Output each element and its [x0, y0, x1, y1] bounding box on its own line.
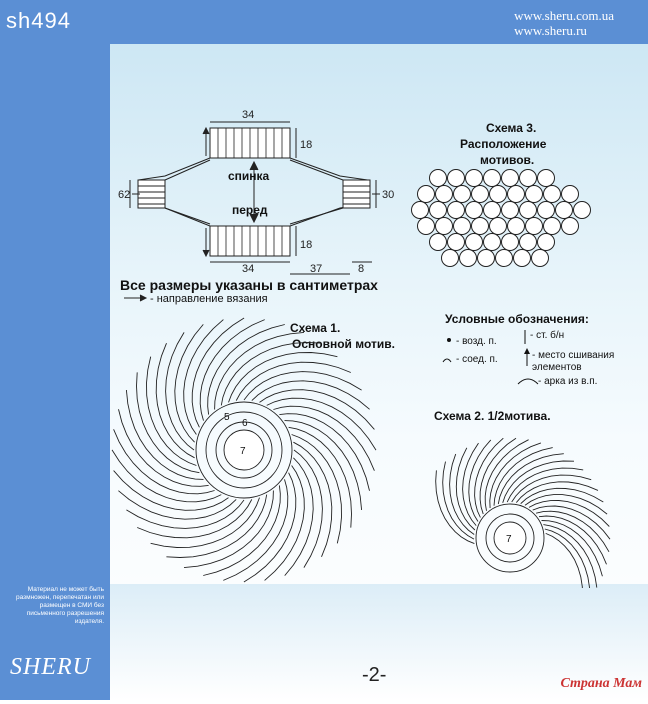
- motif-circle: [484, 202, 501, 219]
- scheme3-line2: Расположение: [460, 137, 547, 151]
- motif-circle: [502, 234, 519, 251]
- arch-symbol: [518, 379, 538, 384]
- stitch-line: [265, 466, 305, 581]
- stitch-line: [285, 458, 314, 576]
- footer-left: [0, 576, 110, 700]
- page-number: -2-: [362, 664, 387, 686]
- stitch-line: [166, 332, 194, 450]
- chain-symbol: [447, 338, 451, 342]
- motif-circle: [508, 218, 525, 235]
- stitch-line: [118, 491, 236, 520]
- scheme1-line2: Основной мотив.: [292, 337, 395, 351]
- motif-circle: [448, 170, 465, 187]
- stitch-line: [436, 470, 475, 543]
- stitch-line: [292, 435, 342, 544]
- copyright-notice: Материал не может быть размножен, перепечатан или размещен в СМИ без письменного разрешения издателя.: [15, 586, 104, 625]
- motif-circle: [436, 186, 453, 203]
- stitch-line: [456, 448, 475, 530]
- motif-circle: [538, 202, 555, 219]
- motif-circle: [448, 202, 465, 219]
- site-link-2[interactable]: www.sheru.ru: [514, 23, 587, 38]
- stitch-line: [469, 440, 491, 522]
- scheme2-center: 7: [506, 534, 512, 545]
- slip-symbol: [443, 359, 451, 362]
- motif-circle: [418, 218, 435, 235]
- stitch-line: [463, 443, 479, 525]
- stitch-line: [151, 498, 260, 548]
- motif-circle: [574, 202, 591, 219]
- stitch-line: [244, 372, 362, 400]
- scheme1-ring6: 6: [242, 418, 248, 429]
- stitch-line: [545, 529, 590, 588]
- motif-circle: [484, 234, 501, 251]
- legend-title: Условные обозначения:: [445, 312, 589, 326]
- scheme2-title: Схема 2. 1/2мотива.: [434, 409, 551, 423]
- stitch-line: [494, 448, 553, 506]
- motif-circle: [520, 170, 537, 187]
- motif-circle: [502, 202, 519, 219]
- motif-circle: [460, 250, 477, 267]
- dim-top-width: 34: [242, 109, 255, 121]
- watermark: Страна Мам: [560, 676, 642, 691]
- motif-circle: [430, 234, 447, 251]
- site-links: [514, 8, 614, 38]
- motif-circle: [454, 218, 471, 235]
- site-link-1[interactable]: www.sheru.com.ua: [514, 8, 614, 23]
- pattern-code: sh494: [6, 8, 71, 33]
- motif-circle: [544, 186, 561, 203]
- motif-circle: [484, 170, 501, 187]
- motif-circle: [448, 234, 465, 251]
- motif-circle: [508, 186, 525, 203]
- motif-circle: [520, 202, 537, 219]
- stitch-line: [126, 500, 244, 528]
- stitch-line: [229, 353, 338, 403]
- scheme2-motif: [436, 438, 610, 588]
- motif-circle: [520, 234, 537, 251]
- motif-circle: [430, 170, 447, 187]
- stitch-line: [543, 525, 596, 588]
- stitch-line: [498, 454, 564, 504]
- motif-circle: [490, 186, 507, 203]
- sizes-note: Все размеры указаны в сантиметрах: [120, 277, 378, 293]
- motif-circle: [490, 218, 507, 235]
- label-back: спинка: [228, 169, 270, 183]
- motif-circle: [466, 202, 483, 219]
- stitch-line: [260, 390, 375, 430]
- stitch-line: [175, 324, 204, 442]
- scheme1-ring5: 5: [224, 412, 230, 423]
- stitch-line: [221, 343, 321, 406]
- stitch-line: [166, 495, 266, 558]
- direction-note: - направление вязания: [150, 293, 268, 305]
- stitch-line: [289, 427, 352, 527]
- motif-circle: [532, 250, 549, 267]
- motif-circle: [454, 186, 471, 203]
- legend-sl: - соед. п.: [456, 354, 498, 365]
- motif-circle: [466, 170, 483, 187]
- motif-circle: [538, 170, 555, 187]
- stitch-line: [252, 381, 370, 410]
- stitch-line: [529, 501, 609, 527]
- scheme3-line1: Схема 3.: [486, 121, 537, 135]
- legend-join2: элементов: [532, 362, 582, 373]
- dim-bottom-mid: 37: [310, 263, 323, 275]
- motif-circle: [514, 250, 531, 267]
- motif-circle: [430, 202, 447, 219]
- legend-join1: - место сшивания: [532, 350, 615, 361]
- garment-schematic: [130, 122, 380, 274]
- motif-circle: [472, 218, 489, 235]
- stitch-line: [137, 372, 200, 472]
- stitch-line: [114, 471, 229, 511]
- label-front: перед: [232, 203, 268, 217]
- motif-layout: [412, 170, 591, 267]
- stitch-line: [294, 450, 322, 568]
- motif-circle: [412, 202, 429, 219]
- dim-side-right: 30: [382, 189, 395, 201]
- stitch-line: [450, 454, 475, 535]
- stitch-line: [147, 357, 197, 466]
- motif-circle: [556, 202, 573, 219]
- pattern-diagram: [110, 58, 648, 588]
- motif-circle: [442, 250, 459, 267]
- stitch-line: [184, 320, 224, 435]
- scheme3-title: [460, 121, 547, 167]
- motif-circle: [478, 250, 495, 267]
- stitch-line: [507, 468, 583, 502]
- stitch-line: [542, 521, 603, 577]
- dim-top-height: 18: [300, 139, 313, 151]
- motif-circle: [562, 218, 579, 235]
- scheme3-line3: мотивов.: [480, 153, 535, 167]
- motif-circle: [472, 186, 489, 203]
- legend: [443, 312, 614, 387]
- motif-circle: [496, 250, 513, 267]
- motif-circle: [418, 186, 435, 203]
- legend-arch: - арка из в.п.: [538, 376, 598, 387]
- scheme1-line1: Схема 1.: [290, 321, 341, 335]
- motif-circle: [562, 186, 579, 203]
- legend-sc: - ст. б/н: [530, 330, 565, 341]
- motif-circle: [436, 218, 453, 235]
- dim-bottom-height: 18: [300, 239, 313, 251]
- motif-circle: [466, 234, 483, 251]
- motif-circle: [538, 234, 555, 251]
- dim-bottom-width: 34: [242, 263, 255, 275]
- join-symbol: [524, 348, 530, 354]
- dim-bottom-right: 8: [358, 263, 365, 275]
- motif-circle: [526, 218, 543, 235]
- motif-circle: [502, 170, 519, 187]
- motif-circle: [544, 218, 561, 235]
- motif-circle: [526, 186, 543, 203]
- dim-side-left: 62: [118, 189, 131, 201]
- brand-logo: SHERU: [10, 654, 91, 680]
- scheme1-center: 7: [240, 446, 246, 457]
- legend-ch: - возд. п.: [456, 336, 497, 347]
